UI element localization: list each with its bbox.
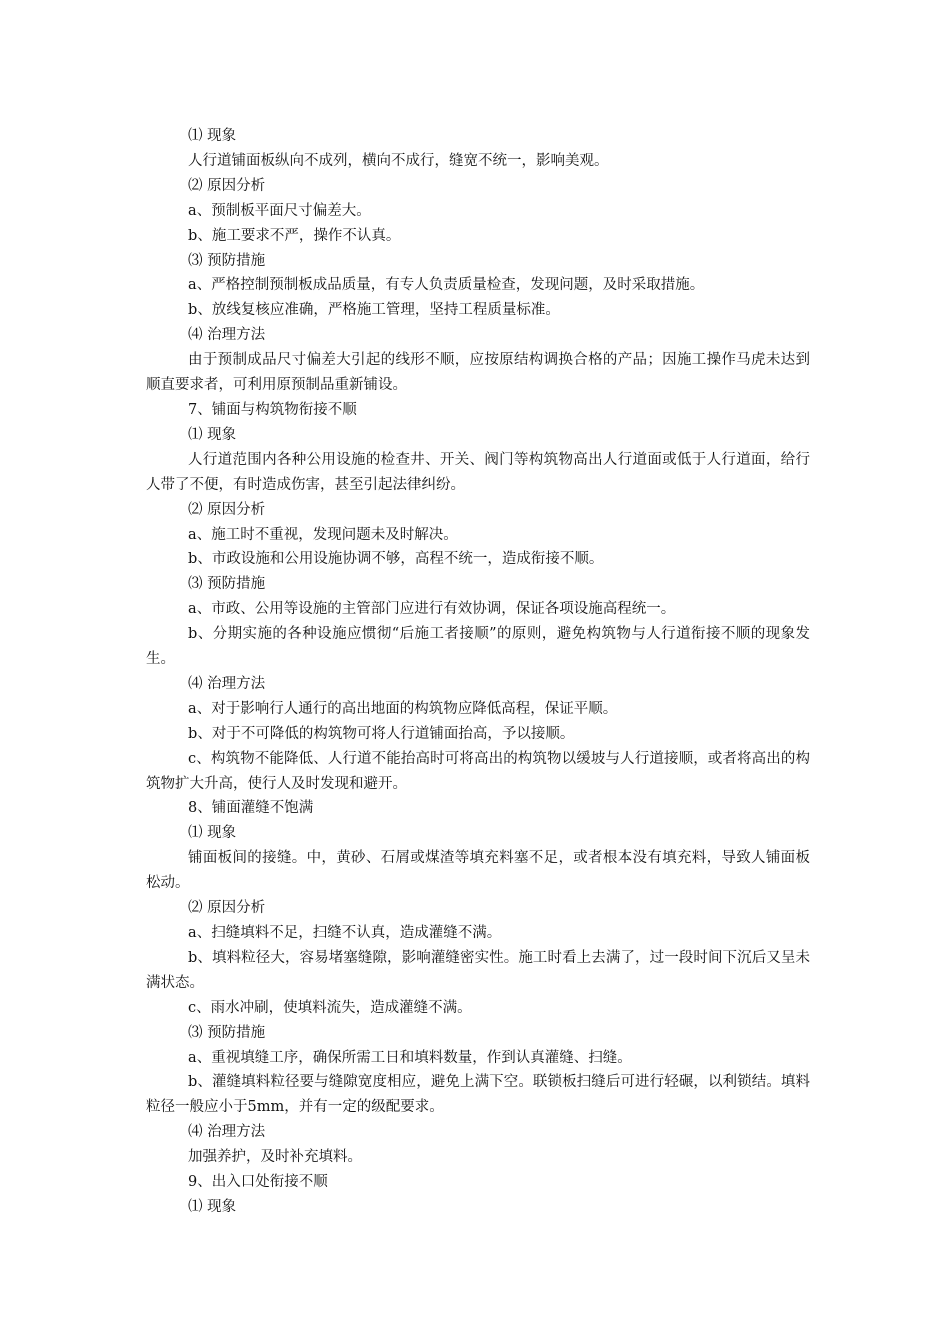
subheading-prevention: ⑶ 预防措施 — [188, 576, 266, 593]
subheading-treatment: ⑷ 治理方法 — [188, 675, 266, 692]
list-item: a、重视填缝工序，确保所需工日和填料数量，作到认真灌缝、扫缝。 — [188, 1049, 632, 1066]
subheading-prevention: ⑶ 预防措施 — [188, 252, 266, 269]
list-item: a、扫缝填料不足，扫缝不认真，造成灌缝不满。 — [188, 925, 502, 941]
list-item: b、灌缝填料粒径要与缝隙宽度相应，避免上满下空。联锁板扫缝后可进行轻碾，以利锁结。填料粒径一般应小于5mm，并有一定的级配要求。 — [146, 1074, 810, 1116]
list-item: a、严格控制预制板成品质量，有专人负责质量检查，发现问题，及时采取措施。 — [188, 277, 705, 294]
subheading-cause-analysis: ⑵ 原因分析 — [188, 177, 266, 194]
list-item: a、对于影响行人通行的高出地面的构筑物应降低高程，保证平顺。 — [188, 700, 618, 717]
paragraph: 由于预制成品尺寸偏差大引起的线形不顺，应按原结构调换合格的产品；因施工操作马虎未达到顺直要求者，可利用原预制品重新铺设。 — [146, 352, 810, 394]
list-item: a、施工时不重视，发现问题未及时解决。 — [188, 526, 458, 543]
subheading-prevention: ⑶ 预防措施 — [188, 1024, 266, 1041]
section-heading: 7、铺面与构筑物衔接不顺 — [188, 401, 357, 418]
list-item: b、施工要求不严，操作不认真。 — [188, 227, 401, 244]
section-heading: 8、铺面灌缝不饱满 — [188, 800, 314, 817]
subheading-phenomenon: ⑴ 现象 — [188, 426, 237, 443]
list-item: a、市政、公用等设施的主管部门应进行有效协调，保证各项设施高程统一。 — [188, 601, 676, 618]
list-item: a、预制板平面尺寸偏差大。 — [188, 202, 371, 219]
paragraph: 加强养护，及时补充填料。 — [188, 1149, 363, 1166]
list-item: c、雨水冲刷，使填料流失，造成灌缝不满。 — [188, 999, 472, 1016]
subheading-cause-analysis: ⑵ 原因分析 — [188, 501, 266, 518]
subheading-treatment: ⑷ 治理方法 — [188, 1124, 266, 1141]
list-item: c、构筑物不能降低、人行道不能抬高时可将高出的构筑物以缓坡与人行道接顺，或者将高出的构筑物扩大升高，使行人及时发现和避开。 — [146, 750, 810, 792]
document-body — [146, 124, 810, 1220]
subheading-phenomenon: ⑴ 现象 — [188, 128, 237, 144]
subheading-phenomenon: ⑴ 现象 — [188, 1198, 237, 1215]
list-item: b、放线复核应准确，严格施工管理，坚持工程质量标准。 — [188, 302, 560, 319]
list-item: b、填料粒径大，容易堵塞缝隙，影响灌缝密实性。施工时看上去满了，过一段时间下沉后又呈未满状态。 — [146, 949, 810, 991]
subheading-phenomenon: ⑴ 现象 — [188, 825, 237, 842]
paragraph: 人行道铺面板纵向不成列，横向不成行，缝宽不统一，影响美观。 — [188, 152, 609, 169]
list-item: b、分期实施的各种设施应惯彻“后施工者接顺”的原则，避免构筑物与人行道衔接不顺的现象发生。 — [146, 626, 810, 668]
list-item: b、对于不可降低的构筑物可将人行道铺面抬高，予以接顺。 — [188, 725, 575, 742]
subheading-cause-analysis: ⑵ 原因分析 — [188, 900, 266, 917]
paragraph: 人行道范围内各种公用设施的检查井、开关、阀门等构筑物高出人行道面或低于人行道面，给行人带了不便，有时造成伤害，甚至引起法律纠纷。 — [146, 451, 810, 493]
list-item: b、市政设施和公用设施协调不够，高程不统一，造成衔接不顺。 — [188, 551, 604, 568]
section-heading: 9、出入口处衔接不顺 — [188, 1174, 328, 1191]
subheading-treatment: ⑷ 治理方法 — [188, 327, 266, 344]
paragraph: 铺面板间的接缝。中，黄砂、石屑或煤渣等填充料塞不足，或者根本没有填充料，导致人铺面板松动。 — [146, 850, 810, 892]
